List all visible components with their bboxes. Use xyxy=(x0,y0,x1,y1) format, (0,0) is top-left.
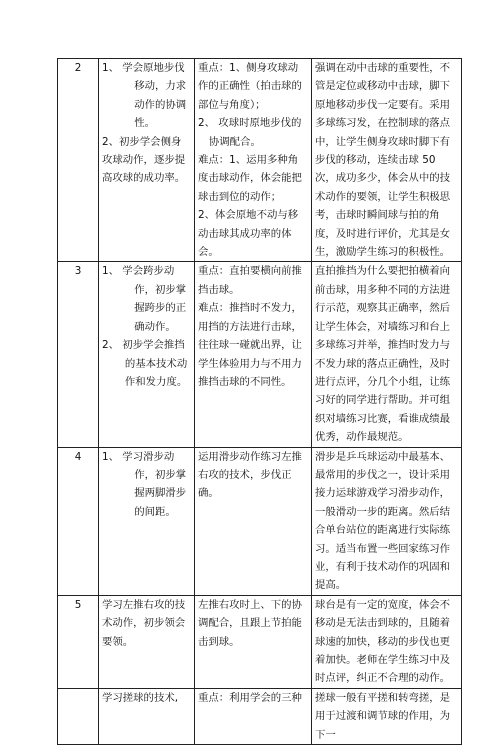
key-point: 重点：利用学会的三种 xyxy=(198,691,302,704)
key-point: 难点：推挡时不发力，用挡的方法进行击球，往往球一碰就出界，让学生体验用力与不用力推挡击球的不同性。 xyxy=(198,302,302,388)
key-point: 运用滑步动作练习左推右攻的技术，步伐正确。 xyxy=(198,450,302,500)
key-points xyxy=(195,595,312,688)
key-point: 重点：1、侧身攻球动作的正确性（拍击球的部位与角度）； xyxy=(198,62,302,111)
teaching-goals xyxy=(99,262,195,447)
key-point: 难点：1、运用多种角度击球动作，体会能把球击到位的动作； xyxy=(198,154,302,203)
teaching-method: 球台是有一定的宽度，体会不移动是无法击到球的，且随着球速的加快，移动的步伐也更着加快。老师在学生练习中及时点评，纠正不合理的动作。 xyxy=(312,595,462,688)
goal-item: 学习搓球的技术, xyxy=(102,691,179,704)
teaching-method: 强调在动中击球的重要性，不管是定位或移动中击球，脚下原地移动步伐一定要有。采用多球练习发，在控制球的落点中，让学生侧身攻球时脚下有步伐的移动，连续击球 50 次，成功多少，体会从中的技术动作的要领，让学生积极思考，击球时瞬间球与拍的角度，及时进行评价，尤其是女生，激励学生练习的积极性。 xyxy=(312,59,462,262)
goal-item: 1、 学会跨步动作，初步掌握跨步的正确动作。 xyxy=(102,265,187,333)
row-number xyxy=(58,688,99,744)
table-row xyxy=(58,447,462,595)
row-number: 2 xyxy=(58,59,99,262)
row-number: 5 xyxy=(58,595,99,688)
key-point: 左推右攻时上、下的协调配合，且跟上节拍能击到球。 xyxy=(198,598,302,648)
teaching-goals xyxy=(99,688,195,744)
table-row xyxy=(58,595,462,688)
goal-item: 2、初步学会侧身攻球动作，逐步提高攻球的成功率。 xyxy=(102,135,186,185)
lesson-plan-table xyxy=(57,58,462,745)
teaching-goals xyxy=(99,59,195,262)
key-point: 重点：直拍要横向前推挡击球。 xyxy=(198,265,302,296)
key-point: 2、体会原地不动与移动击球其成功率的体会。 xyxy=(198,209,299,259)
goal-item: 学习左推右攻的技术动作，初步领会要领。 xyxy=(102,598,186,648)
key-points xyxy=(195,447,312,595)
teaching-goals xyxy=(99,595,195,688)
teaching-method: 搓球一般有平搓和转弯搓，是用于过渡和调节球的作用，为下一 xyxy=(312,688,462,744)
key-points xyxy=(195,688,312,744)
table-row xyxy=(58,59,462,262)
teaching-method: 直拍推挡为什么要把拍横着向前击球，用多种不同的方法进行示范，观察其正确率，然后让学生体会，对墙练习和台上多球练习并举，推挡时发力与不发力球的落点正确性，及时进行点评，分几个小组，让练习好的同学进行帮助。并可组织对墙练习比赛，看谁成绩最优秀，动作最规范。 xyxy=(312,262,462,447)
key-points xyxy=(195,59,312,262)
table-row xyxy=(58,688,462,744)
key-points xyxy=(195,262,312,447)
goal-item: 1、 学习滑步动作，初步掌握两脚滑步的间距。 xyxy=(102,450,187,518)
goal-item: 2、 初步学会推挡的基本技术动作和发力度。 xyxy=(102,339,188,388)
key-point: 2、 攻球时原地步伐的协调配合。 xyxy=(198,117,302,148)
goal-item: 1、 学会原地步伐移动，力求动作的协调性。 xyxy=(102,62,187,130)
row-number: 3 xyxy=(58,262,99,447)
teaching-goals xyxy=(99,447,195,595)
table-row xyxy=(58,262,462,447)
row-number: 4 xyxy=(58,447,99,595)
teaching-method: 滑步是乒乓球运动中最基本、最常用的步伐之一，设计采用接力运球游戏学习滑步动作，一般滑动一步的距离。然后结合单台站位的距离进行实际练习。适当布置一些回家练习作业，有利于技术动作的巩固和提高。 xyxy=(312,447,462,595)
